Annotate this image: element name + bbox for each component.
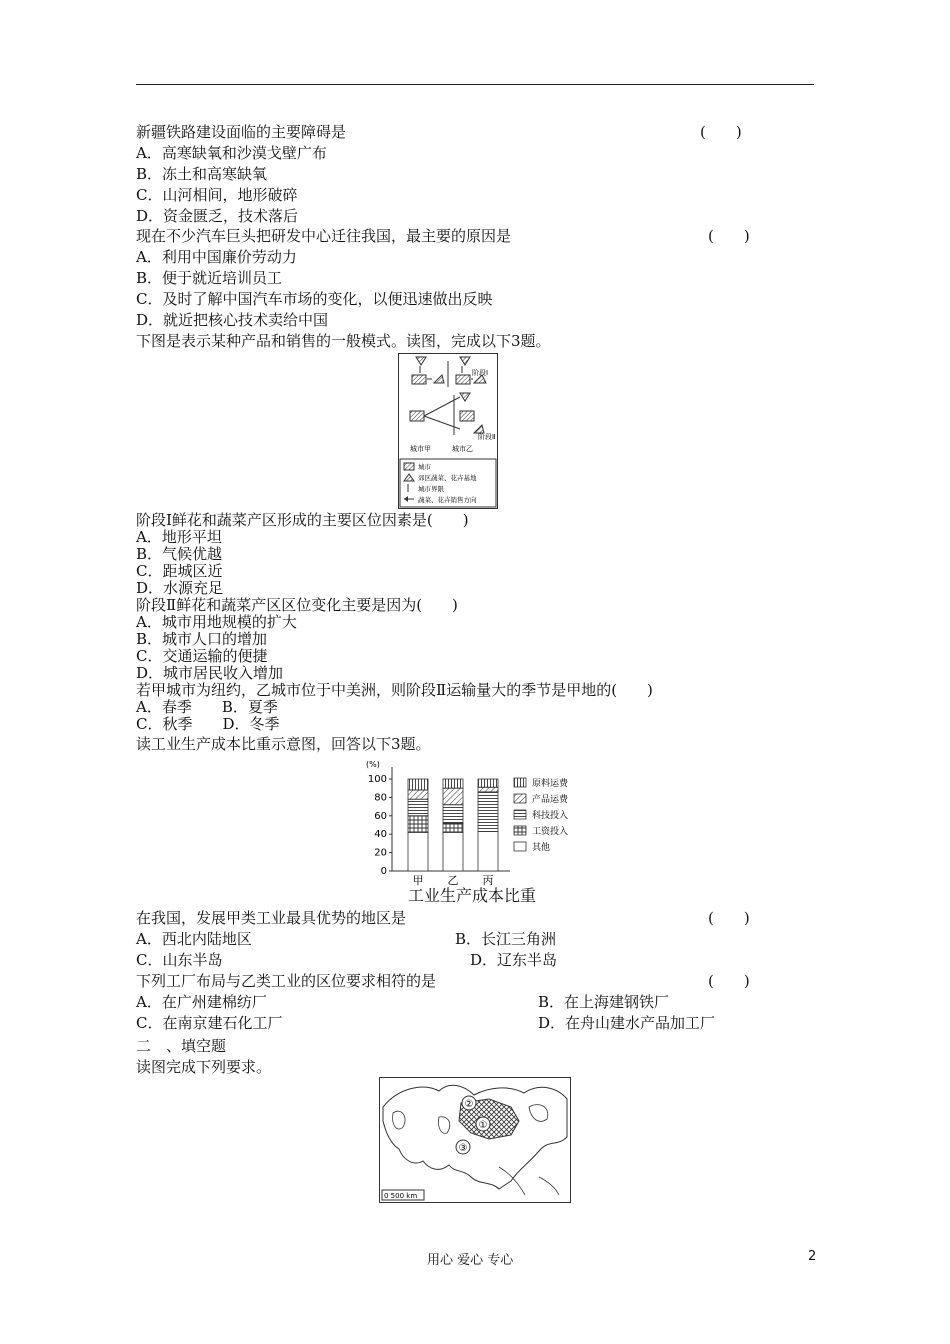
question-stem: 阶段Ⅱ鲜花和蔬菜产区区位变化主要是因为( ) <box>136 596 458 614</box>
bar-segment <box>408 816 428 833</box>
option: C．距城区近 <box>136 562 223 580</box>
legend-swatch <box>514 826 526 835</box>
legend-label: 科技投入 <box>532 811 569 821</box>
y-tick-label: 100 <box>367 774 387 785</box>
legend-swatch <box>514 794 526 803</box>
y-tick-label: 60 <box>374 810 387 822</box>
option: D．就近把核心技术卖给中国 <box>136 311 329 329</box>
footer-text: 用心 爱心 专心 <box>427 1253 514 1268</box>
option: B．便于就近培训员工 <box>136 269 283 287</box>
option: D．城市居民收入增加 <box>136 664 284 682</box>
map-marker-3: ③ <box>458 1143 468 1154</box>
bar-segment <box>478 831 498 871</box>
answer-paren: ( ) <box>700 123 742 141</box>
option: D．水源充足 <box>136 579 224 597</box>
bar-segment <box>443 788 463 805</box>
bar-segment <box>408 790 428 799</box>
header-rule <box>136 84 814 85</box>
intro-text: 读工业生产成本比重示意图，回答以下3题。 <box>136 735 431 753</box>
option: C．在南京建石化工厂 <box>136 1014 283 1032</box>
legend-swatch <box>514 778 526 787</box>
bar-segment <box>443 805 463 823</box>
question-stem: 阶段Ⅰ鲜花和蔬菜产区形成的主要区位因素是( ) <box>136 511 469 529</box>
option: C．秋季 D．冬季 <box>136 715 280 733</box>
chart-title: 工业生产成本比重 <box>408 886 537 905</box>
y-tick-label: 0 <box>380 866 387 877</box>
option: C．交通运输的便捷 <box>136 647 268 665</box>
map-marker-1: ① <box>478 1120 488 1131</box>
option: C．山东半岛 <box>136 951 223 969</box>
legend-swatch <box>514 842 526 851</box>
bar-segment <box>478 792 498 832</box>
answer-paren: ( ) <box>708 972 750 990</box>
bar-segment <box>408 832 428 871</box>
legend-suburb-base: 郊区蔬菜、花卉基地 <box>418 474 477 482</box>
x-tick-label: 乙 <box>447 874 459 887</box>
intro-text: 读图完成下列要求。 <box>136 1058 272 1076</box>
section-heading: 二 、填空题 <box>136 1037 227 1055</box>
stage-1-label: 阶段Ⅰ <box>472 369 489 377</box>
option: A．城市用地规模的扩大 <box>136 613 297 631</box>
legend-city-boundary: 城市界限 <box>418 485 444 493</box>
legend-label: 原料运费 <box>532 779 569 789</box>
option: D．辽东半岛 <box>470 951 558 969</box>
legend-label: 其他 <box>532 843 551 853</box>
bar-segment <box>443 823 463 832</box>
bar-segment <box>443 779 463 788</box>
answer-paren: ( ) <box>708 227 750 245</box>
option: B．气候优越 <box>136 545 223 563</box>
question-stem: 下列工厂布局与乙类工业的区位要求相符的是 <box>136 972 437 990</box>
map-scale: 0 500 km <box>384 1192 418 1200</box>
bar-segment <box>478 787 498 792</box>
question-stem: 新疆铁路建设面临的主要障碍是 <box>136 123 347 141</box>
bar-segment <box>408 799 428 816</box>
option: A．高寒缺氧和沙漠戈壁广布 <box>136 144 327 162</box>
y-tick-label: 20 <box>374 847 387 859</box>
legend-sales-direction: 蔬菜、花卉销售方向 <box>418 496 477 504</box>
option: D．在舟山建水产品加工厂 <box>538 1014 716 1032</box>
bar-segment <box>478 779 498 787</box>
answer-paren: ( ) <box>708 909 750 927</box>
option: B．在上海建钢铁厂 <box>538 993 670 1011</box>
y-tick-label: 80 <box>374 792 387 804</box>
option: A．西北内陆地区 <box>136 930 252 948</box>
option: A．春季 B．夏季 <box>136 698 278 716</box>
question-stem: 若甲城市为纽约，乙城市位于中美洲，则阶段Ⅱ运输量大的季节是甲地的( ) <box>136 681 653 699</box>
y-axis-label: (%) <box>366 760 380 769</box>
city-b-label: 城市乙 <box>452 445 473 453</box>
intro-text: 下图是表示某种产品和销售的一般模式。读图，完成以下3题。 <box>136 332 551 350</box>
option: B．冻土和高寒缺氧 <box>136 165 268 183</box>
legend-city: 城市 <box>418 463 431 471</box>
legend-label: 工资投入 <box>532 827 569 837</box>
bar-segment <box>408 779 428 790</box>
question-stem: 在我国，发展甲类工业最具优势的地区是 <box>136 909 407 927</box>
city-a-label: 城市甲 <box>410 445 431 453</box>
page-number: 2 <box>808 1249 817 1264</box>
north-america-map <box>379 1077 571 1203</box>
map-marker-2: ② <box>464 1099 474 1110</box>
option: D．资金匮乏，技术落后 <box>136 207 299 225</box>
x-tick-label: 甲 <box>412 874 424 887</box>
legend-swatch <box>514 810 526 819</box>
y-tick-label: 40 <box>374 829 387 841</box>
option: A．利用中国廉价劳动力 <box>136 248 297 266</box>
x-tick-label: 丙 <box>482 874 494 887</box>
option: C．山河相间，地形破碎 <box>136 186 298 204</box>
stage-2-label: 阶段Ⅱ <box>478 433 496 441</box>
option: B．城市人口的增加 <box>136 630 268 648</box>
legend-label: 产品运费 <box>532 795 569 805</box>
option: A．在广州建棉纺厂 <box>136 993 267 1011</box>
production-sales-diagram <box>398 353 498 509</box>
question-stem: 现在不少汽车巨头把研发中心迁往我国，最主要的原因是 <box>136 227 512 245</box>
option: C．及时了解中国汽车市场的变化，以便迅速做出反映 <box>136 290 493 308</box>
bar-segment <box>443 832 463 871</box>
option: B．长江三角洲 <box>455 930 557 948</box>
option: A．地形平坦 <box>136 528 222 546</box>
